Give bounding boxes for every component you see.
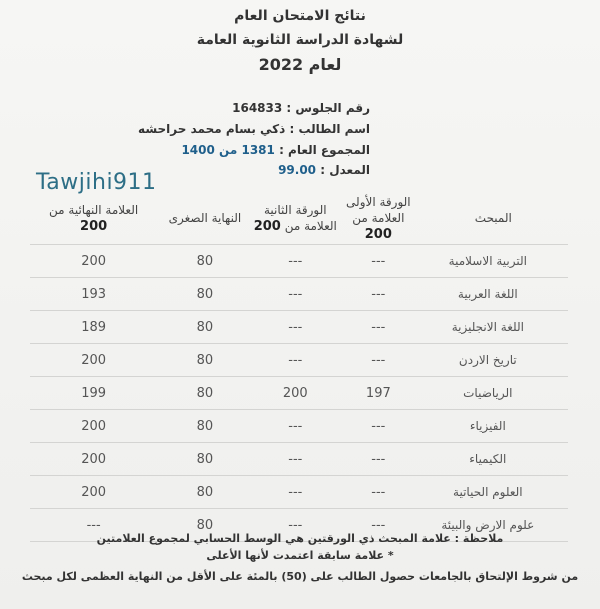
average-value: 99.00 — [278, 163, 317, 177]
final-cell: 200 — [30, 410, 157, 443]
subject-cell: تاريخ الاردن — [419, 344, 568, 377]
final-cell: 200 — [30, 443, 157, 476]
final-cell: 189 — [30, 311, 157, 344]
paper1-cell: --- — [338, 476, 419, 509]
subject-cell: الفيزياء — [419, 410, 568, 443]
student-name: ذكي بسام محمد حراحشه — [138, 122, 286, 136]
paper2-cell: --- — [253, 311, 338, 344]
subject-cell: اللغة الانجليزية — [419, 311, 568, 344]
subject-cell: الكيمياء — [419, 443, 568, 476]
seat-label: رقم الجلوس : — [286, 101, 370, 115]
final-cell: 200 — [30, 476, 157, 509]
header-min-end: النهاية الصغرى — [157, 192, 252, 245]
table-row — [30, 311, 568, 344]
paper2-cell: --- — [253, 344, 338, 377]
paper1-cell: --- — [338, 509, 419, 542]
paper2-cell: --- — [253, 245, 338, 278]
watermark: Tawjihi911 — [36, 170, 157, 195]
paper2-cell: --- — [253, 443, 338, 476]
header-paper1: الورقة الأولى العلامة من 200 — [338, 192, 419, 245]
table-row — [30, 476, 568, 509]
final-cell: --- — [30, 509, 157, 542]
paper2-cell: --- — [253, 509, 338, 542]
paper2-cell: 200 — [253, 377, 338, 410]
grades-table — [30, 192, 568, 542]
subject-cell: العلوم الحياتية — [419, 476, 568, 509]
paper1-cell: --- — [338, 443, 419, 476]
header-final: العلامة النهائية من 200 — [30, 192, 157, 245]
subject-cell: التربية الاسلامية — [419, 245, 568, 278]
final-cell: 200 — [30, 344, 157, 377]
table-header-row — [30, 192, 568, 245]
paper1-cell: 197 — [338, 377, 419, 410]
paper1-cell: --- — [338, 245, 419, 278]
total-label: المجموع العام : — [279, 143, 370, 157]
table-row — [30, 410, 568, 443]
name-label: اسم الطالب : — [289, 122, 370, 136]
final-cell: 200 — [30, 245, 157, 278]
final-cell: 199 — [30, 377, 157, 410]
header-subject: المبحث — [419, 192, 568, 245]
table-row — [30, 245, 568, 278]
total-line — [181, 143, 370, 157]
min-cell: 80 — [157, 311, 252, 344]
note-average: ملاحظة : علامة المبحث ذي الورقتين هي الوسط الحسابي لمجموع العلامتين — [96, 532, 504, 545]
year-title: لعام 2022 — [258, 55, 342, 74]
table-row — [30, 377, 568, 410]
header-paper2: الورقة الثانية العلامة من 200 — [253, 192, 338, 245]
note-previous-mark: * علامة سابقة اعتمدت لأنها الأعلى — [206, 549, 394, 562]
min-cell: 80 — [157, 476, 252, 509]
table-row — [30, 344, 568, 377]
min-cell: 80 — [157, 443, 252, 476]
paper2-cell: --- — [253, 476, 338, 509]
total-value: 1381 — [241, 143, 275, 157]
paper1-cell: --- — [338, 278, 419, 311]
min-cell: 80 — [157, 245, 252, 278]
table-row — [30, 443, 568, 476]
seat-number: 164833 — [232, 101, 283, 115]
subject-cell: علوم الارض والبيئة — [419, 509, 568, 542]
total-max: 1400 — [181, 143, 215, 157]
subject-cell: اللغة العربية — [419, 278, 568, 311]
paper1-cell: --- — [338, 311, 419, 344]
min-cell: 80 — [157, 278, 252, 311]
paper1-cell: --- — [338, 344, 419, 377]
paper1-cell: --- — [338, 410, 419, 443]
min-cell: 80 — [157, 410, 252, 443]
student-name-line — [138, 122, 370, 136]
exam-title: نتائج الامتحان العام — [234, 8, 366, 24]
paper2-cell: --- — [253, 278, 338, 311]
seat-number-line — [232, 101, 370, 115]
note-admission: من شروط الإلتحاق بالجامعات حصول الطالب على (50) بالمئة على الأقل من النهاية العظمى لكل مبحث — [21, 570, 579, 583]
table-row — [30, 278, 568, 311]
min-cell: 80 — [157, 377, 252, 410]
subject-cell: الرياضيات — [419, 377, 568, 410]
certificate-title: لشهادة الدراسة الثانوية العامة — [196, 32, 404, 48]
final-cell: 193 — [30, 278, 157, 311]
total-of: من — [219, 143, 238, 157]
min-cell: 80 — [157, 509, 252, 542]
min-cell: 80 — [157, 344, 252, 377]
average-label: المعدل : — [320, 163, 370, 177]
paper2-cell: --- — [253, 410, 338, 443]
average-line — [278, 163, 370, 177]
